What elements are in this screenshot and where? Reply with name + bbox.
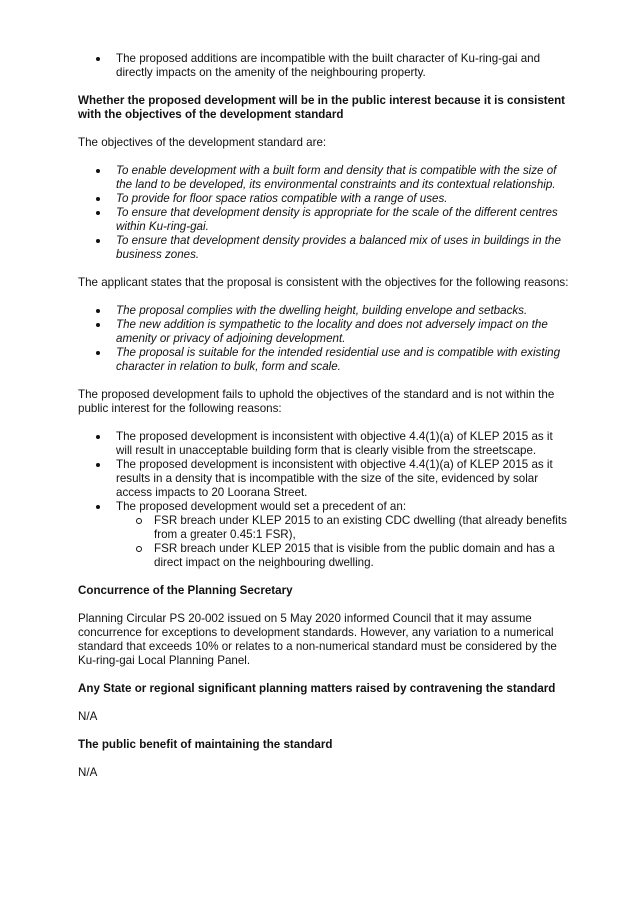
concurrence-text: Planning Circular PS 20-002 issued on 5 May 2020 informed Council that it may assume concurrence for exceptions to development standards. However, any variation to a numerical standard that exceeds 10% or relates to a non-numerical standard must be considered by the Ku-ring-gai Local Planning Panel. [78,612,557,667]
objective-text: To enable development with a built form and density that is compatible with the size of the land to be developed, its environmental constraints and its contextual relationship. [116,164,557,191]
precedent-sublist [116,514,570,570]
list-item [78,192,570,206]
list-item [134,542,570,570]
objective-text: To provide for floor space ratios compatible with a range of uses. [116,192,448,205]
reason-text: The proposal is suitable for the intended residential use and is compatible with existing character in relation to bulk, form and scale. [116,346,561,373]
list-item [78,346,570,374]
list-item [78,304,570,318]
heading-public-benefit: The public benefit of maintaining the standard [78,738,333,751]
reason-text: The new addition is sympathetic to the locality and does not adversely impact on the amenity or privacy of adjoining development. [116,318,548,345]
objectives-intro: The objectives of the development standard are: [78,136,327,149]
list-item [78,318,570,346]
bullet-text: The proposed additions are incompatible with the built character of Ku-ring-gai and directly impacts on the amenity of the neighbouring property. [116,52,541,79]
list-item [78,52,570,80]
fails-reasons-list [78,430,570,570]
list-item [78,430,570,458]
reason-text: The proposed development would set a precedent of an: [116,500,407,513]
list-item [78,206,570,234]
fails-intro: The proposed development fails to uphold the objectives of the standard and is not within the public interest for the following reasons: [78,388,555,415]
objective-text: To ensure that development density is appropriate for the scale of the different centres within Ku-ring-gai. [116,206,558,233]
sub-reason-text: FSR breach under KLEP 2015 that is visible from the public domain and has a direct impact on the neighbouring dwelling. [154,542,555,569]
reason-text: The proposed development is inconsistent with objective 4.4(1)(a) of KLEP 2015 as it will result in unacceptable building form that is clearly visible from the streetscape. [116,430,553,457]
list-item [78,164,570,192]
sub-reason-text: FSR breach under KLEP 2015 to an existing CDC dwelling (that already benefits from a greater 0.45:1 FSR), [154,514,567,541]
heading-public-interest: Whether the proposed development will be in the public interest because it is consistent with the objectives of the development standard [78,94,566,121]
list-item [78,458,570,500]
objectives-list [78,164,570,262]
reason-text: The proposal complies with the dwelling height, building envelope and setbacks. [116,304,528,317]
list-item [134,514,570,542]
list-item [78,234,570,262]
public-benefit-text: N/A [78,766,98,779]
applicant-reasons-list [78,304,570,374]
heading-concurrence: Concurrence of the Planning Secretary [78,584,293,597]
state-matters-text: N/A [78,710,98,723]
reason-text: The proposed development is inconsistent with objective 4.4(1)(a) of KLEP 2015 as it results in a density that is incompatible with the size of the site, evidenced by solar access impacts to 20 Loorana Street. [116,458,553,499]
heading-state-matters: Any State or regional significant planning matters raised by contravening the standard [78,682,556,695]
list-item [78,500,570,570]
objective-text: To ensure that development density provides a balanced mix of uses in buildings in the business zones. [116,234,561,261]
top-bullet-list [78,52,570,80]
applicant-intro: The applicant states that the proposal is consistent with the objectives for the following reasons: [78,276,569,289]
